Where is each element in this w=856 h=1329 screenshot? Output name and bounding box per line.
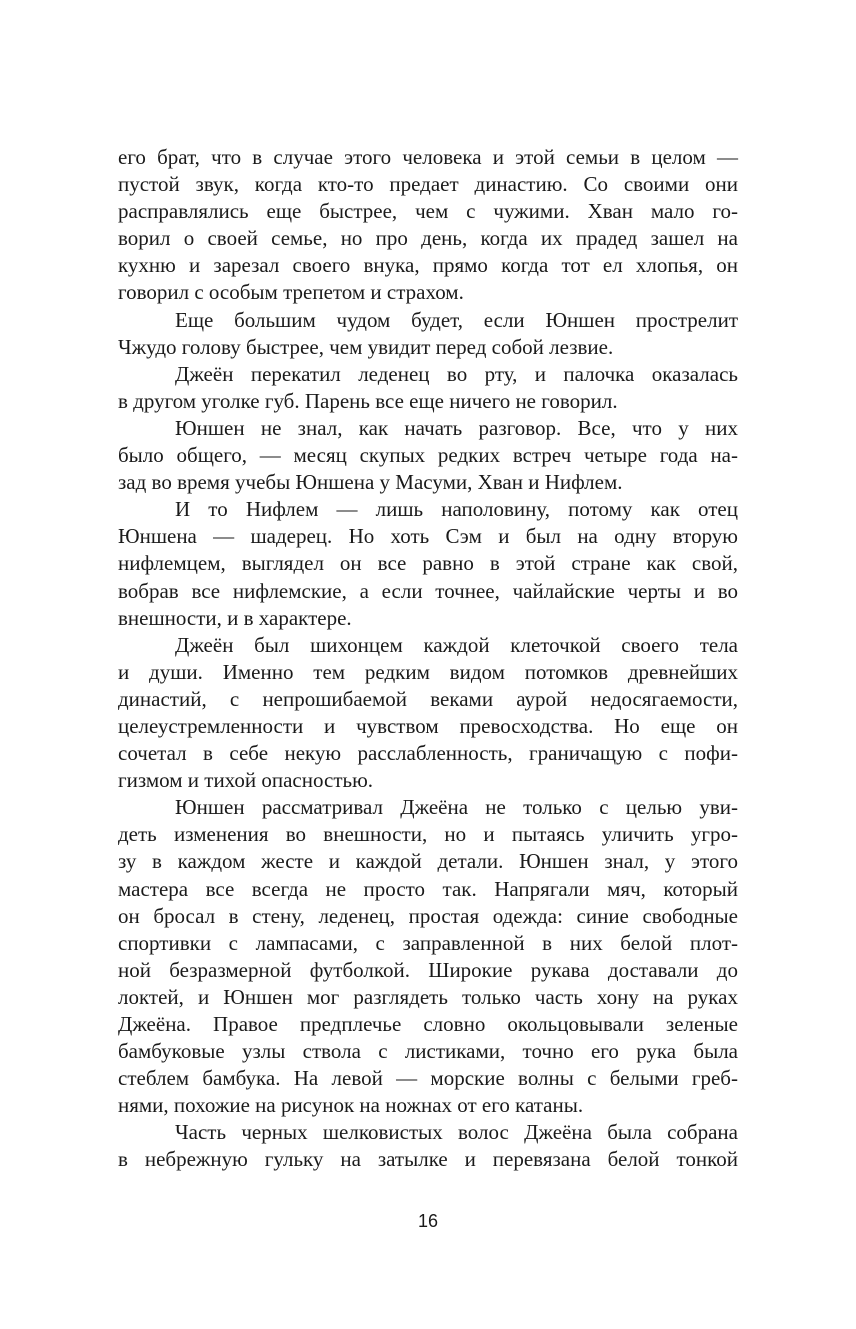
text-line: нифлемцем, выглядел он все равно в этой стране как свой, xyxy=(118,551,738,576)
text-line: стеблем бамбука. На левой — морские волны с белыми греб- xyxy=(118,1066,738,1091)
text-line: гизмом и тихой опасностью. xyxy=(118,768,374,793)
text-line: внешности, и в характере. xyxy=(118,605,352,630)
text-line: зад во время учебы Юншена у Масуми, Хван и Нифлем. xyxy=(118,470,623,495)
text-line: Джеён перекатил леденец во рту, и палочка оказалась xyxy=(175,361,738,386)
text-line: И то Нифлем — лишь наполовину, потому как отец xyxy=(175,497,738,522)
text-line: в другом уголке губ. Парень все еще ничего не говорил. xyxy=(118,388,618,413)
text-line: сочетал в себе некую расслабленность, граничащую с пофи- xyxy=(118,741,738,766)
text-line: он бросал в стену, леденец, простая одежда: синие свободные xyxy=(118,903,738,928)
text-line: говорил с особым трепетом и страхом. xyxy=(118,280,464,305)
text-line: кухню и зарезал своего внука, прямо когда тот ел хлопья, он xyxy=(118,253,738,278)
text-line: и души. Именно тем редким видом потомков древнейших xyxy=(118,659,738,684)
text-line: ной безразмерной футболкой. Широкие рукава доставали до xyxy=(118,957,738,982)
text-line: деть изменения во внешности, но и пытаясь уличить угро- xyxy=(118,822,738,847)
text-line: Еще большим чудом будет, если Юншен прострелит xyxy=(175,307,738,332)
text-line: спортивки с лампасами, с заправленной в них белой плот- xyxy=(118,930,738,955)
text-line: Юншена — шадерец. Но хоть Сэм и был на одну вторую xyxy=(118,524,738,549)
text-line: Джеёна. Правое предплечье словно окольцовывали зеленые xyxy=(118,1012,738,1036)
text-line: нями, похожие на рисунок на ножнах от его катаны. xyxy=(118,1093,584,1118)
text-line: Юншен не знал, как начать разговор. Все, что у них xyxy=(175,415,738,440)
text-line: бамбуковые узлы ствола с листиками, точно его рука была xyxy=(118,1039,738,1064)
text-line: его брат, что в случае этого человека и этой семьи в целом — xyxy=(118,145,738,169)
text-line: вобрав все нифлемские, а если точнее, чайлайские черты и во xyxy=(118,578,738,603)
text-line: в небрежную гульку на затылке и перевязана белой тонкой xyxy=(118,1147,738,1172)
text-line: было общего, — месяц скупых редких встреч четыре года на- xyxy=(118,443,738,468)
text-line: Часть черных шелковистых волос Джеёна была собрана xyxy=(175,1120,738,1145)
text-line: пустой звук, когда кто-то предает династию. Со своими они xyxy=(118,172,738,197)
text-line: мастера все всегда не просто так. Напрягали мяч, который xyxy=(118,876,738,901)
text-line: ворил о своей семье, но про день, когда их прадед зашел на xyxy=(118,226,738,251)
text-line: целеустремленности и чувством превосходства. Но еще он xyxy=(118,713,738,738)
page-number: 16 xyxy=(417,1211,439,1231)
text-line: Юншен рассматривал Джеёна не только с целью уви- xyxy=(175,795,738,820)
page-body-text xyxy=(118,144,738,1174)
text-line: локтей, и Юншен мог разглядеть только часть хону на руках xyxy=(118,984,738,1009)
text-line: расправлялись еще быстрее, чем с чужими. Хван мало го- xyxy=(118,199,738,224)
text-line: Чжудо голову быстрее, чем увидит перед собой лезвие. xyxy=(118,334,614,359)
text-line: династий, с непрошибаемой веками аурой недосягаемости, xyxy=(118,686,738,711)
text-line: зу в каждом жесте и каждой детали. Юншен знал, у этого xyxy=(118,849,738,874)
text-line: Джеён был шихонцем каждой клеточкой своего тела xyxy=(175,632,738,657)
